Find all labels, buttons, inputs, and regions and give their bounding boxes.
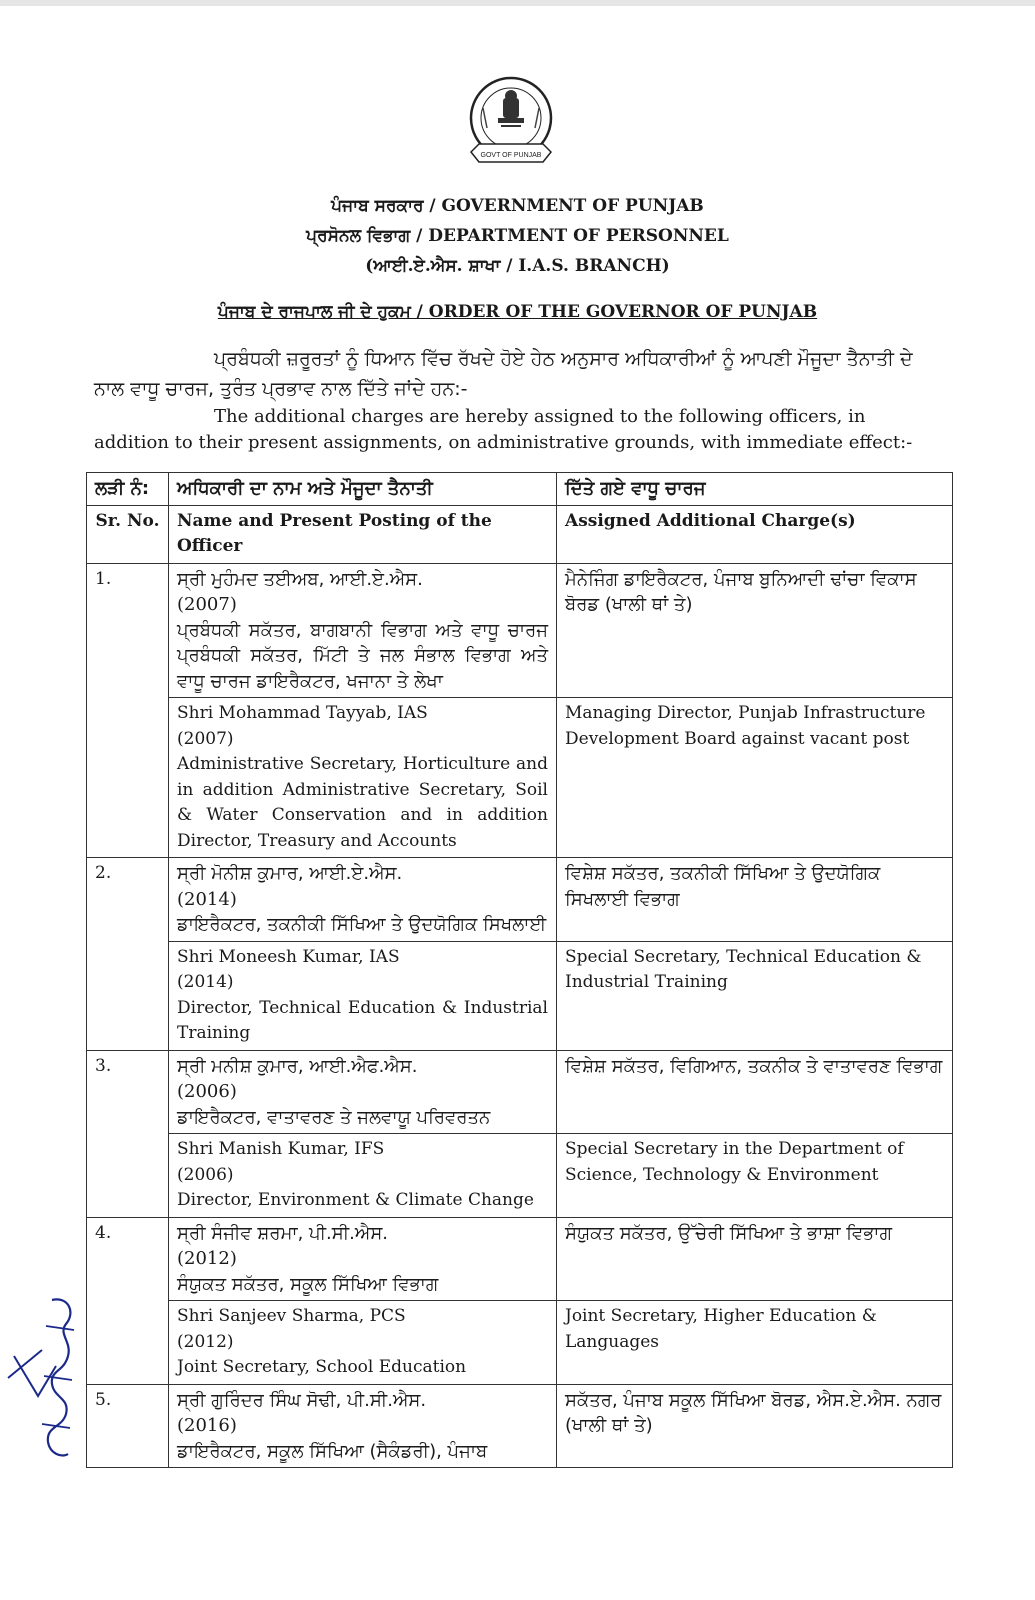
header-sr-punjabi: ਲੜੀ ਨੰ:	[87, 473, 169, 506]
assigned-charge-english: Special Secretary, Technical Education & Industrial Training	[557, 941, 953, 1050]
officer-batch-year: (2006)	[177, 1164, 234, 1185]
table-row	[87, 1217, 953, 1301]
intro-punjabi: ਪ੍ਰਬੰਧਕੀ ਜ਼ਰੂਰਤਾਂ ਨੂੰ ਧਿਆਨ ਵਿੱਚ ਰੱਖਦੇ ਹੋਏ ਹੇਠ ਅਨੁਸਾਰ ਅਧਿਕਾਰੀਆਂ ਨੂੰ ਆਪਣੀ ਮੌਜੂਦਾ ਤੈਨਾਤੀ ਦੇ ਨਾਲ ਵਾਧੂ ਚਾਰਜ, ਤੁਰੰਤ ਪ੍ਰਭਾਵ ਨਾਲ ਦਿੱਤੇ ਜਾਂਦੇ ਹਨ:-	[94, 348, 913, 400]
officer-english	[169, 698, 557, 858]
officer-name: ਸ੍ਰੀ ਮਨੀਸ਼ ਕੁਮਾਰ, ਆਈ.ਐਫ.ਐਸ.	[177, 1055, 418, 1077]
table-row	[87, 1134, 953, 1218]
officer-batch-year: (2012)	[177, 1248, 237, 1269]
assigned-charge-punjabi: ਸਕੱਤਰ, ਪੰਜਾਬ ਸਕੂਲ ਸਿੱਖਿਆ ਬੋਰਡ, ਐਸ.ਏ.ਐਸ. ਨਗਰ (ਖਾਲੀ ਥਾਂ ਤੇ)	[557, 1384, 953, 1468]
table-row	[87, 1384, 953, 1468]
header-name-english: Name and Present Posting of the Officer	[169, 505, 557, 563]
officer-posting: ਪ੍ਰਬੰਧਕੀ ਸਕੱਤਰ, ਬਾਗਬਾਨੀ ਵਿਭਾਗ ਅਤੇ ਵਾਧੂ ਚਾਰਜ ਪ੍ਰਬੰਧਕੀ ਸਕੱਤਰ, ਮਿੱਟੀ ਤੇ ਜਲ ਸੰਭਾਲ ਵਿਭਾਗ ਅਤੇ ਵਾਧੂ ਚਾਰਜ ਡਾਇਰੈਕਟਰ, ਖਜਾਨਾ ਤੇ ਲੇਖਾ	[177, 619, 548, 692]
officer-english	[169, 1134, 557, 1218]
header-charge-english: Assigned Additional Charge(s)	[557, 505, 953, 563]
officer-english	[169, 1301, 557, 1385]
officers-table	[86, 472, 953, 1468]
officer-name: ਸ੍ਰੀ ਸੰਜੀਵ ਸ਼ਰਮਾ, ਪੀ.ਸੀ.ਐਸ.	[177, 1222, 389, 1244]
assigned-charge-english: Special Secretary in the Department of Science, Technology & Environment	[557, 1134, 953, 1218]
assigned-charge-punjabi: ਵਿਸ਼ੇਸ਼ ਸਕੱਤਰ, ਵਿਗਿਆਨ, ਤਕਨੀਕ ਤੇ ਵਾਤਾਵਰਣ ਵਿਭਾਗ	[557, 1050, 953, 1134]
assigned-charge-punjabi: ਵਿਸ਼ੇਸ਼ ਸਕੱਤਰ, ਤਕਨੀਕੀ ਸਿੱਖਿਆ ਤੇ ਉਦਯੋਗਿਕ ਸਿਖਲਾਈ ਵਿਭਾਗ	[557, 858, 953, 942]
officer-english	[169, 941, 557, 1050]
header-charge-punjabi: ਦਿੱਤੇ ਗਏ ਵਾਧੂ ਚਾਰਜ	[557, 473, 953, 506]
header-government: ਪੰਜਾਬ ਸਰਕਾਰ / GOVERNMENT OF PUNJAB	[331, 196, 704, 216]
officer-posting: ਡਾਇਰੈਕਟਰ, ਵਾਤਾਵਰਣ ਤੇ ਜਲਵਾਯੂ ਪਰਿਵਰਤਨ	[177, 1106, 491, 1128]
officer-punjabi	[169, 563, 557, 698]
officer-name: ਸ੍ਰੀ ਮੁਹੰਮਦ ਤਈਅਬ, ਆਈ.ਏ.ਐਸ.	[177, 568, 423, 590]
table-row	[87, 941, 953, 1050]
serial-number: 2.	[87, 858, 169, 1051]
officer-posting: Director, Technical Education & Industrial Training	[177, 997, 548, 1043]
table-header-row-english	[87, 505, 953, 563]
punjab-government-emblem	[465, 72, 557, 176]
table-row	[87, 858, 953, 942]
officer-name: Shri Sanjeev Sharma, PCS	[177, 1306, 406, 1326]
officer-name: Shri Mohammad Tayyab, IAS	[177, 703, 428, 723]
officer-punjabi	[169, 858, 557, 942]
officer-batch-year: (2016)	[177, 1415, 237, 1436]
top-edge-bar	[0, 0, 1035, 6]
table-row	[87, 1301, 953, 1385]
officer-punjabi	[169, 1217, 557, 1301]
svg-text:GOVT OF PUNJAB: GOVT OF PUNJAB	[480, 152, 542, 159]
officer-batch-year: (2007)	[177, 594, 237, 615]
order-title: ਪੰਜਾਬ ਦੇ ਰਾਜਪਾਲ ਜੀ ਦੇ ਹੁਕਮ / ORDER OF THE GOVERNOR OF PUNJAB	[217, 302, 818, 322]
header-department: ਪ੍ਰਸੋਨਲ ਵਿਭਾਗ / DEPARTMENT OF PERSONNEL	[306, 226, 729, 246]
officer-posting: ਸੰਯੁਕਤ ਸਕੱਤਰ, ਸਕੂਲ ਸਿੱਖਿਆ ਵਿਭਾਗ	[177, 1273, 439, 1295]
assigned-charge-punjabi: ਸੰਯੁਕਤ ਸਕੱਤਰ, ਉੱਚੇਰੀ ਸਿੱਖਿਆ ਤੇ ਭਾਸ਼ਾ ਵਿਭਾਗ	[557, 1217, 953, 1301]
officer-batch-year: (2012)	[177, 1331, 234, 1352]
serial-number: 5.	[87, 1384, 169, 1468]
officer-posting: ਡਾਇਰੈਕਟਰ, ਸਕੂਲ ਸਿੱਖਿਆ (ਸੈਕੰਡਰੀ), ਪੰਜਾਬ	[177, 1440, 488, 1462]
officer-batch-year: (2006)	[177, 1081, 237, 1102]
handwritten-signature	[2, 1286, 84, 1466]
officer-batch-year: (2007)	[177, 728, 234, 749]
officer-name: Shri Manish Kumar, IFS	[177, 1139, 385, 1159]
intro-english: The additional charges are hereby assigned to the following officers, in addition to their present assignments, on administrative grounds, with immediate effect:-	[94, 406, 913, 453]
assigned-charge-punjabi: ਮੈਨੇਜਿੰਗ ਡਾਇਰੈਕਟਰ, ਪੰਜਾਬ ਬੁਨਿਆਦੀ ਢਾਂਚਾ ਵਿਕਾਸ ਬੋਰਡ (ਖਾਲੀ ਥਾਂ ਤੇ)	[557, 563, 953, 698]
table-row	[87, 1050, 953, 1134]
officer-name: ਸ੍ਰੀ ਗੁਰਿੰਦਰ ਸਿੰਘ ਸੋਢੀ, ਪੀ.ਸੀ.ਐਸ.	[177, 1389, 427, 1411]
table-row	[87, 698, 953, 858]
officer-punjabi	[169, 1050, 557, 1134]
assigned-charge-english: Managing Director, Punjab Infrastructure Development Board against vacant post	[557, 698, 953, 858]
header-sr-english: Sr. No.	[87, 505, 169, 563]
officer-name: Shri Moneesh Kumar, IAS	[177, 946, 400, 967]
officer-posting: Joint Secretary, School Education	[177, 1357, 467, 1377]
officer-posting: Administrative Secretary, Horticulture and in addition Administrative Secretary, Soil & Water Conservation and in addition Director, Treasury and Accounts	[177, 754, 548, 851]
officer-name: ਸ੍ਰੀ ਮੋਨੀਸ਼ ਕੁਮਾਰ, ਆਈ.ਏ.ਐਸ.	[177, 863, 403, 884]
officer-batch-year: (2014)	[177, 972, 234, 992]
header-name-punjabi: ਅਧਿਕਾਰੀ ਦਾ ਨਾਮ ਅਤੇ ਮੌਜੂਦਾ ਤੈਨਾਤੀ	[169, 473, 557, 506]
officer-batch-year: (2014)	[177, 888, 237, 910]
assigned-charge-english: Joint Secretary, Higher Education & Languages	[557, 1301, 953, 1385]
table-row	[87, 563, 953, 698]
officer-posting: Director, Environment & Climate Change	[177, 1190, 534, 1210]
header-branch: (ਆਈ.ਏ.ਐਸ. ਸ਼ਾਖਾ / I.A.S. BRANCH)	[365, 256, 670, 276]
officer-posting: ਡਾਇਰੈਕਟਰ, ਤਕਨੀਕੀ ਸਿੱਖਿਆ ਤੇ ਉਦਯੋਗਿਕ ਸਿਖਲਾਈ	[177, 914, 547, 935]
table-header-row-punjabi	[87, 473, 953, 506]
serial-number: 1.	[87, 563, 169, 858]
serial-number: 3.	[87, 1050, 169, 1217]
officer-punjabi	[169, 1384, 557, 1468]
serial-number: 4.	[87, 1217, 169, 1384]
